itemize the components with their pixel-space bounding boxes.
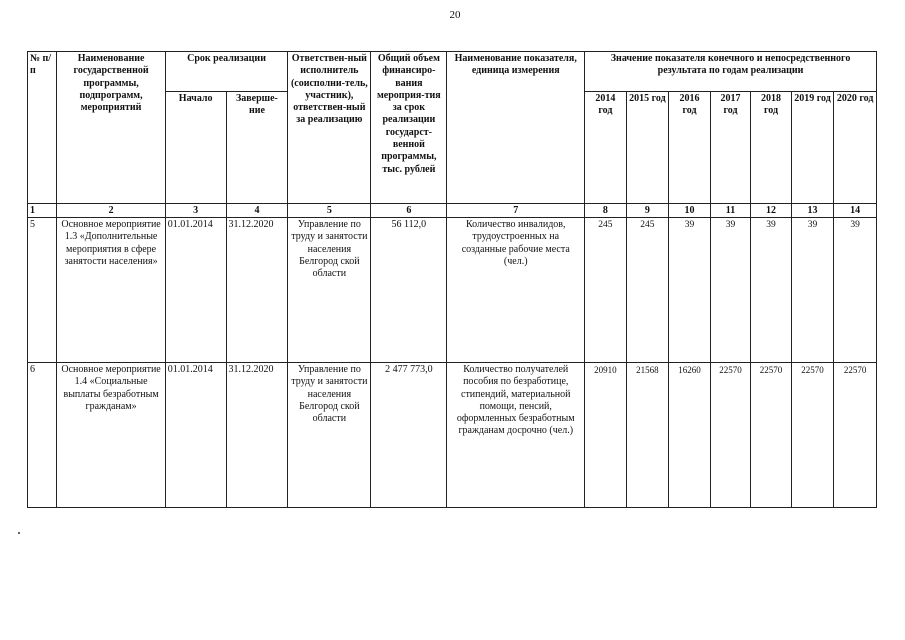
value-2019: 39 bbox=[791, 218, 834, 363]
column-number: 14 bbox=[834, 204, 877, 218]
value-2019: 22570 bbox=[791, 363, 834, 508]
header-name: Наименование государственной программы, подпрограмм, мероприятий bbox=[57, 52, 165, 204]
indicator-name: Количество инвалидов, трудоустроенных на созданные рабочие места (чел.) bbox=[447, 218, 585, 363]
value-2017: 39 bbox=[710, 218, 751, 363]
column-number: 2 bbox=[57, 204, 165, 218]
value-2020: 22570 bbox=[834, 363, 877, 508]
table-row bbox=[28, 363, 877, 508]
row-number: 5 bbox=[28, 218, 57, 363]
header-indicator: Наименование показателя, единица измерения bbox=[447, 52, 585, 204]
row-number: 6 bbox=[28, 363, 57, 508]
header-year-2016: 2016 год bbox=[669, 92, 711, 204]
header-year-2015: 2015 год bbox=[626, 92, 669, 204]
funding-amount: 2 477 773,0 bbox=[371, 363, 447, 508]
header-row-main bbox=[28, 52, 877, 92]
header-year-2017: 2017 год bbox=[710, 92, 751, 204]
header-end: Заверше-ние bbox=[226, 92, 288, 204]
header-funding: Общий объем финансиро-вания мероприя-тия за срок реализации государст-венной программы, тыс. рублей bbox=[371, 52, 447, 204]
header-period: Срок реализации bbox=[165, 52, 288, 92]
value-2015: 245 bbox=[626, 218, 669, 363]
value-2016: 39 bbox=[669, 218, 711, 363]
header-responsible: Ответствен-ный исполнитель (соисполни-тель, участник), ответствен-ный за реализацию bbox=[288, 52, 371, 204]
value-2014: 20910 bbox=[585, 363, 627, 508]
column-number: 9 bbox=[626, 204, 669, 218]
start-date: 01.01.2014 bbox=[165, 218, 226, 363]
value-2016: 16260 bbox=[669, 363, 711, 508]
value-2020: 39 bbox=[834, 218, 877, 363]
header-year-2018: 2018 год bbox=[751, 92, 792, 204]
funding-amount: 56 112,0 bbox=[371, 218, 447, 363]
scan-speck bbox=[18, 532, 20, 534]
header-no: № п/п bbox=[28, 52, 57, 204]
column-number: 6 bbox=[371, 204, 447, 218]
responsible-executor: Управление по труду и занятости населения Белгород ской области bbox=[288, 363, 371, 508]
table-row bbox=[28, 218, 877, 363]
value-2017: 22570 bbox=[710, 363, 751, 508]
column-number: 11 bbox=[710, 204, 751, 218]
end-date: 31.12.2020 bbox=[226, 218, 288, 363]
column-number: 8 bbox=[585, 204, 627, 218]
column-number: 5 bbox=[288, 204, 371, 218]
column-number: 3 bbox=[165, 204, 226, 218]
header-year-2020: 2020 год bbox=[834, 92, 877, 204]
end-date: 31.12.2020 bbox=[226, 363, 288, 508]
start-date: 01.01.2014 bbox=[165, 363, 226, 508]
page-number: 20 bbox=[449, 9, 461, 21]
header-year-2019: 2019 год bbox=[791, 92, 834, 204]
header-start: Начало bbox=[165, 92, 226, 204]
indicators-table bbox=[27, 51, 877, 508]
measure-name: Основное мероприятие 1.4 «Социальные выплаты безработным гражданам» bbox=[57, 363, 165, 508]
value-2018: 22570 bbox=[751, 363, 792, 508]
column-number: 12 bbox=[751, 204, 792, 218]
value-2014: 245 bbox=[585, 218, 627, 363]
responsible-executor: Управление по труду и занятости населения Белгород ской области bbox=[288, 218, 371, 363]
column-number: 7 bbox=[447, 204, 585, 218]
column-number: 1 bbox=[28, 204, 57, 218]
column-number: 13 bbox=[791, 204, 834, 218]
value-2018: 39 bbox=[751, 218, 792, 363]
header-year-2014: 2014 год bbox=[585, 92, 627, 204]
column-number: 4 bbox=[226, 204, 288, 218]
header-values: Значение показателя конечного и непосредственного результата по годам реализации bbox=[585, 52, 877, 92]
column-number-row bbox=[28, 204, 877, 218]
value-2015: 21568 bbox=[626, 363, 669, 508]
measure-name: Основное мероприятие 1.3 «Дополнительные мероприятия в сфере занятости населения» bbox=[57, 218, 165, 363]
indicator-name: Количество получателей пособия по безработице, стипендий, материальной помощи, пенсий, оформленных безработным гражданам досрочно (чел.) bbox=[447, 363, 585, 508]
column-number: 10 bbox=[669, 204, 711, 218]
